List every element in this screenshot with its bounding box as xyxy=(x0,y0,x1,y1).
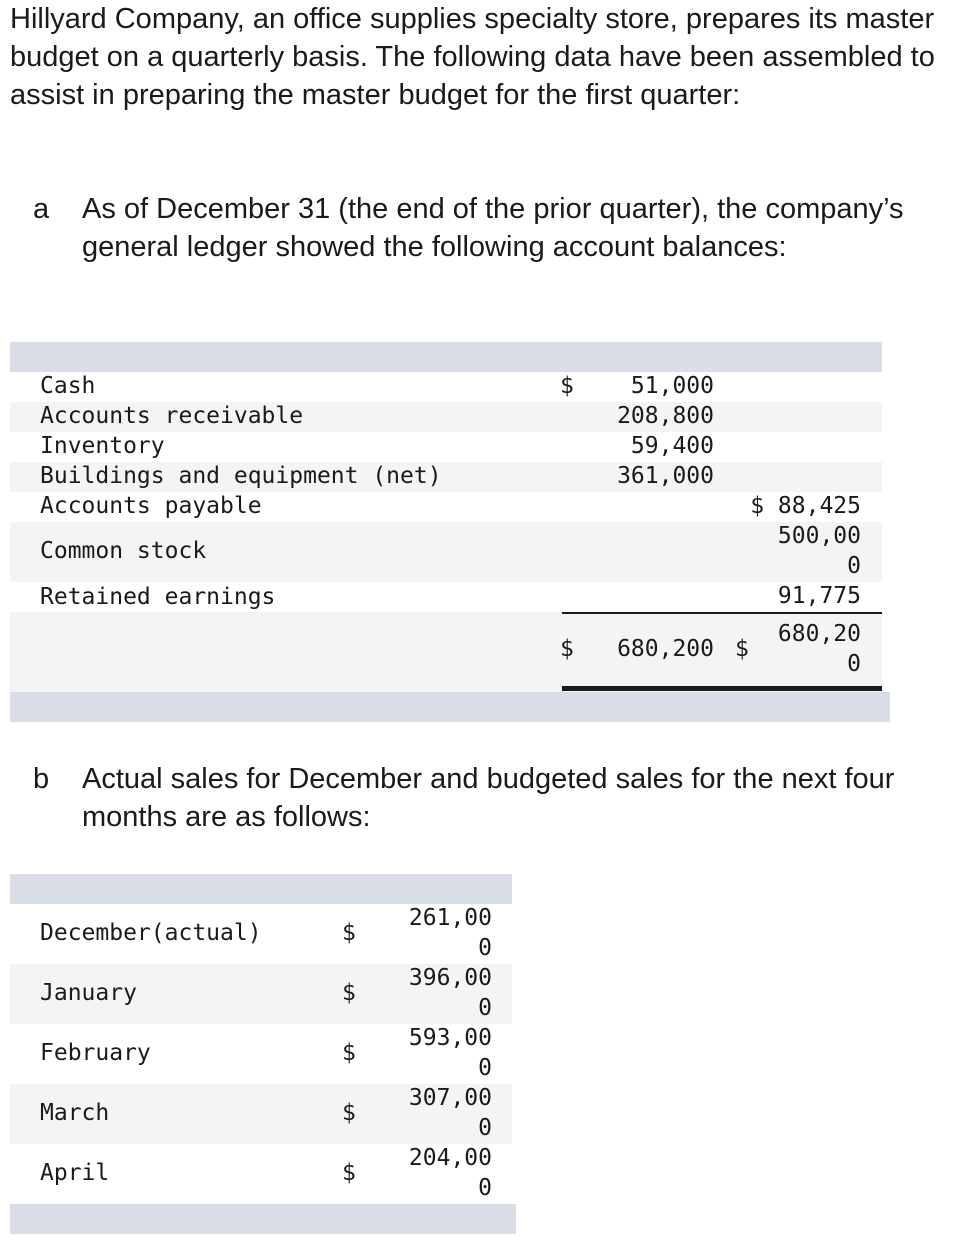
sales-value-december-line1: 261,00 xyxy=(408,905,492,931)
sales-currency-symbol: $ xyxy=(342,980,356,1006)
sales-month-january: January xyxy=(40,980,137,1006)
intro-paragraph: Hillyard Company, an office supplies specialty store, prepares its master budget on a quarterly basis. The following data have been assembled to assist in preparing the master budget for the first quarter: xyxy=(10,3,935,111)
sales-value-december-line2: 0 xyxy=(478,935,492,961)
sales-month-february: February xyxy=(40,1040,151,1066)
account-label-buildings: Buildings and equipment (net) xyxy=(40,463,442,489)
total-debit-value: 680,200 xyxy=(617,636,714,662)
sales-month-december: December(actual) xyxy=(40,920,262,946)
sales-value-april-line2: 0 xyxy=(478,1175,492,1201)
sales-footer-band xyxy=(10,1204,516,1234)
account-label-accounts-receivable: Accounts receivable xyxy=(40,403,304,429)
debit-currency-symbol: $ xyxy=(560,373,574,399)
credit-value-common-stock-line2: 0 xyxy=(847,553,861,579)
total-debit-currency: $ xyxy=(560,636,574,662)
sales-month-april: April xyxy=(40,1160,110,1186)
total-credit-value-line2: 0 xyxy=(847,651,861,677)
sales-value-march-line1: 307,00 xyxy=(408,1085,492,1111)
credit-value-common-stock-line1: 500,00 xyxy=(777,523,861,549)
sales-value-february-line2: 0 xyxy=(478,1055,492,1081)
debit-value-cash: 51,000 xyxy=(630,373,714,399)
account-label-accounts-payable: Accounts payable xyxy=(40,493,262,519)
sales-value-march-line2: 0 xyxy=(478,1115,492,1141)
debit-value-accounts-receivable: 208,800 xyxy=(617,403,714,429)
account-label-cash: Cash xyxy=(40,373,96,399)
sales-currency-symbol: $ xyxy=(342,920,356,946)
total-credit-value-line1: 680,20 xyxy=(777,621,861,647)
item-a-letter: a xyxy=(33,193,50,225)
item-b-letter: b xyxy=(33,763,50,795)
debit-value-inventory: 59,400 xyxy=(630,433,714,459)
sales-currency-symbol: $ xyxy=(342,1040,356,1066)
credit-value-accounts-payable: $ 88,425 xyxy=(750,493,861,519)
debit-value-buildings: 361,000 xyxy=(617,463,714,489)
sales-value-january-line2: 0 xyxy=(478,995,492,1021)
account-label-inventory: Inventory xyxy=(40,433,165,459)
sales-value-february-line1: 593,00 xyxy=(408,1025,492,1051)
account-label-retained-earnings: Retained earnings xyxy=(40,584,276,610)
total-credit-currency: $ xyxy=(735,636,749,662)
item-a-text: As of December 31 (the end of the prior quarter), the company’s general ledger showed the following account balances: xyxy=(82,193,904,263)
sales-value-january-line1: 396,00 xyxy=(408,965,492,991)
sales-currency-symbol: $ xyxy=(342,1160,356,1186)
credit-value-retained-earnings: 91,775 xyxy=(777,583,861,609)
sales-header-band xyxy=(10,874,512,904)
sales-month-march: March xyxy=(40,1100,110,1126)
item-b-text: Actual sales for December and budgeted sales for the next four months are as follows: xyxy=(82,763,895,833)
account-label-common-stock: Common stock xyxy=(40,538,207,564)
sales-currency-symbol: $ xyxy=(342,1100,356,1126)
sales-value-april-line1: 204,00 xyxy=(408,1145,492,1171)
